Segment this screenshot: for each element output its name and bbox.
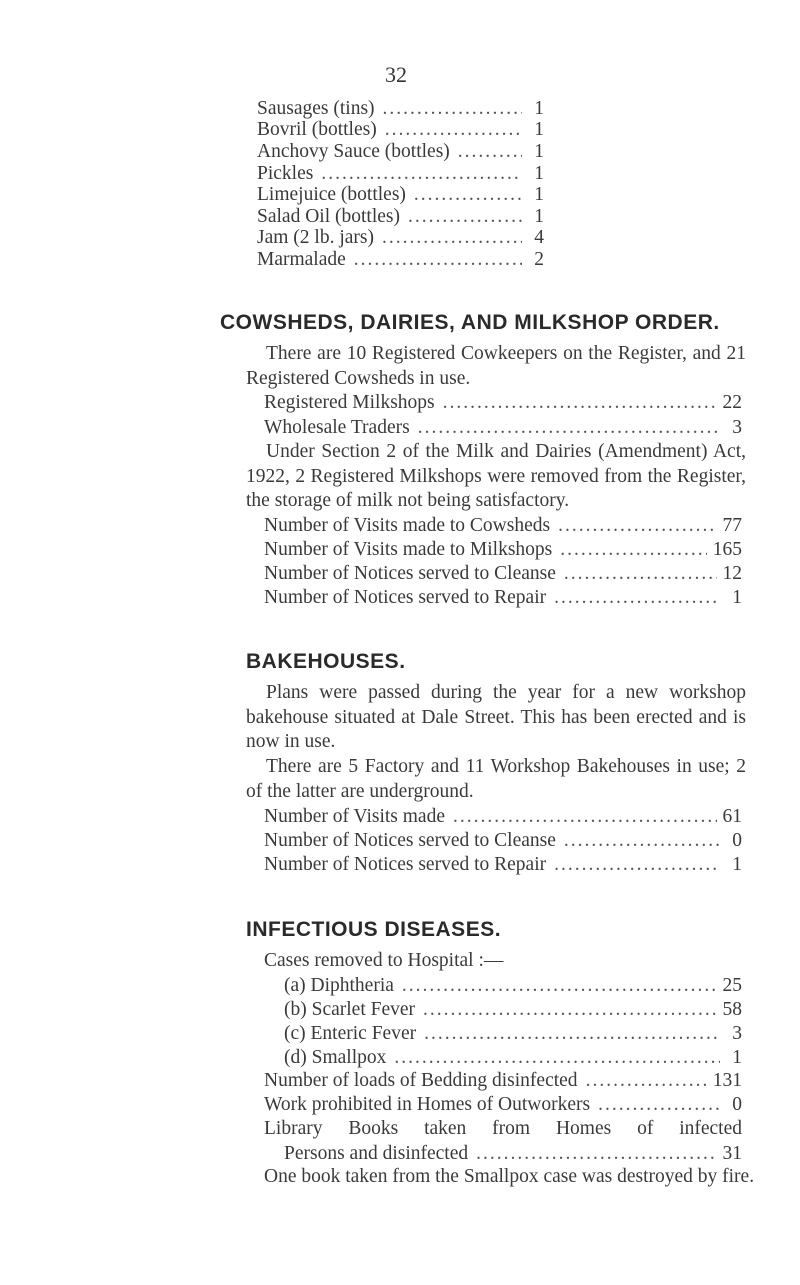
item-value: 1 [534, 141, 544, 162]
cowsheds-note: Under Section 2 of the Milk and Dairies (Amendment) Act, 1922, 2 Registered Milkshops were removed from the Register, the storage of milk not being satisfactory. [246, 441, 746, 511]
item-label: Marmalade [257, 249, 346, 270]
item-value: 1 [534, 119, 544, 140]
item-value: 1 [534, 184, 544, 205]
page-number: 32 [385, 62, 407, 87]
item-value: 1 [534, 163, 544, 184]
stat-row: Number of Visits made to Cowsheds ..... 77 [264, 514, 742, 538]
stat-row: Number of Notices served to Cleanse ..... 0 [264, 829, 742, 853]
list-item [257, 140, 544, 164]
item-label: Jam (2 lb. jars) [257, 227, 374, 248]
stat-row: Number of Notices served to Repair ..... 1 [264, 586, 742, 610]
section-heading-infectious: INFECTIOUS DISEASES. [246, 918, 502, 941]
library-line: Library Books taken from Homes of infected [264, 1118, 742, 1139]
item-label: Limejuice (bottles) [257, 184, 406, 205]
case-row: (b) Scarlet Fever ..... 58 [284, 998, 742, 1022]
section-heading-cowsheds: COWSHEDS, DAIRIES, AND MILKSHOP ORDER. [220, 311, 720, 334]
item-label: Pickles [257, 163, 314, 184]
item-label: Bovril (bottles) [257, 119, 377, 140]
stat-row: Number of Notices served to Repair ..... 1 [264, 853, 742, 877]
item-value: 1 [534, 206, 544, 227]
work-prohibited-row: Work prohibited in Homes of Outworkers ..... 0 [264, 1093, 742, 1117]
item-label: Salad Oil (bottles) [257, 206, 400, 227]
list-item [257, 183, 544, 207]
list-item [257, 248, 544, 272]
case-row: (a) Diphtheria ..... 25 [284, 974, 742, 998]
item-value: 1 [534, 98, 544, 119]
bedding-row: Number of loads of Bedding disinfected ..... 131 [264, 1069, 742, 1093]
case-row: (c) Enteric Fever ..... 3 [284, 1022, 742, 1046]
item-value: 2 [534, 249, 544, 270]
stat-row: Number of Visits made to Milkshops ..... 165 [264, 538, 742, 562]
final-note: One book taken from the Smallpox case was destroyed by fire. [264, 1166, 755, 1187]
registered-milkshops-row: Registered Milkshops ..... 22 [264, 391, 742, 415]
cowsheds-intro: There are 10 Registered Cowkeepers on the Register, and 21 Registered Cowsheds in use. [246, 343, 746, 389]
list-item [257, 226, 544, 250]
bakehouses-para1: Plans were passed during the year for a new workshop bakehouse situated at Dale Street. This has been erected and is now in use. [246, 682, 746, 752]
stat-row: Number of Notices served to Cleanse ..... 12 [264, 562, 742, 586]
stat-row: Number of Visits made ..... 61 [264, 805, 742, 829]
case-row: (d) Smallpox ..... 1 [284, 1046, 742, 1070]
library-row: Persons and disinfected ..... 31 [284, 1142, 742, 1166]
cases-label: Cases removed to Hospital :— [264, 950, 504, 971]
wholesale-traders-row: Wholesale Traders ..... 3 [264, 416, 742, 440]
bakehouses-para2: There are 5 Factory and 11 Workshop Bakehouses in use; 2 of the latter are underground. [246, 756, 746, 802]
list-item [257, 118, 544, 142]
item-label: Sausages (tins) [257, 98, 375, 119]
section-heading-bakehouses: BAKEHOUSES. [246, 650, 406, 673]
item-label: Anchovy Sauce (bottles) [257, 141, 450, 162]
item-value: 4 [534, 227, 544, 248]
